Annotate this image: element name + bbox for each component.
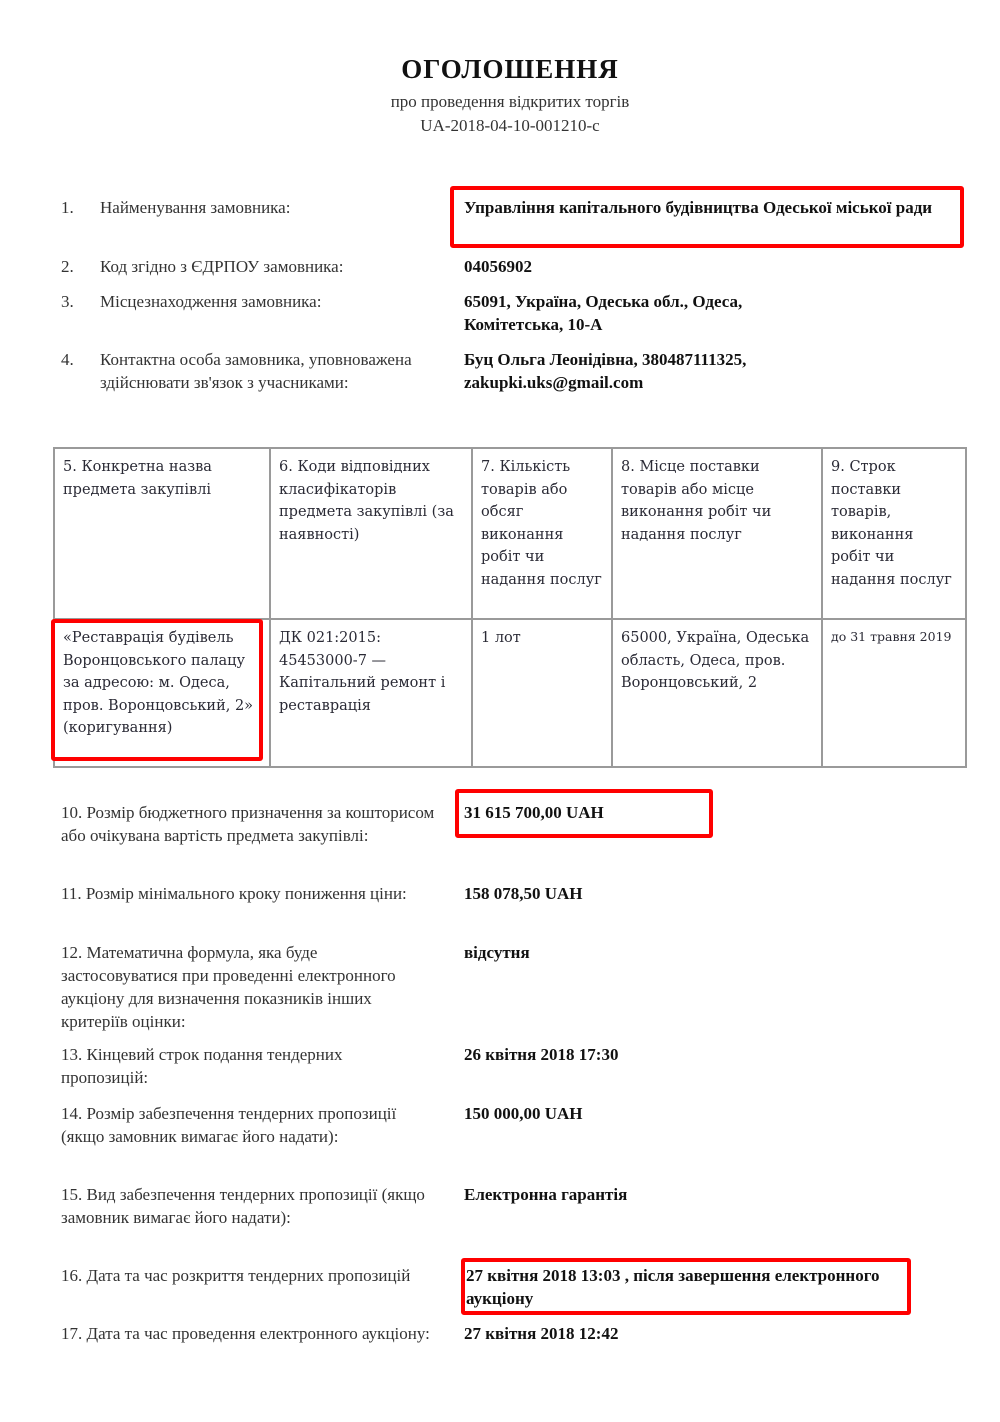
row-number: 4. bbox=[61, 350, 74, 369]
row-label: 16. Дата та час розкриття тендерних пропозицій bbox=[61, 1266, 411, 1285]
table-cell-delivery-term: до 31 травня 2019 bbox=[822, 619, 966, 767]
min-step-value: 158 078,50 UAH bbox=[464, 884, 583, 903]
edrpou-code: 04056902 bbox=[464, 257, 532, 276]
table-header-cell: 8. Місце поставки товарів або місце виконання робіт чи надання послуг bbox=[612, 448, 822, 619]
budget-value: 31 615 700,00 UAH bbox=[464, 803, 604, 822]
row-label: 10. Розмір бюджетного призначення за кошторисом або очікувана вартість предмета закупівлі: bbox=[61, 803, 435, 845]
contact-person: Буц Ольга Леонідівна, 380487111325, zakupki.uks@gmail.com bbox=[464, 350, 747, 392]
table-header-cell: 5. Конкретна назва предмета закупівлі bbox=[54, 448, 270, 619]
row-label: 14. Розмір забезпечення тендерних пропозиції (якщо замовник вимагає його надати): bbox=[61, 1104, 397, 1146]
customer-name: Управління капітального будівництва Одеської міської ради bbox=[464, 198, 933, 217]
tender-id: UA-2018-04-10-001210-c bbox=[420, 116, 600, 135]
table-cell-classifier: ДК 021:2015: 45453000-7 — Капітальний ремонт і реставрація bbox=[270, 619, 472, 767]
row-label: 17. Дата та час проведення електронного аукціону: bbox=[61, 1324, 430, 1343]
table-cell-delivery-place: 65000, Україна, Одеська область, Одеса, пров. Воронцовський, 2 bbox=[612, 619, 822, 767]
formula-value: відсутня bbox=[464, 943, 530, 962]
row-label: Найменування замовника: bbox=[100, 198, 291, 217]
row-number: 1. bbox=[61, 198, 74, 217]
security-amount-value: 150 000,00 UAH bbox=[464, 1104, 583, 1123]
row-label: Контактна особа замовника, уповноважена здійснювати зв'язок з учасниками: bbox=[100, 350, 412, 392]
row-number: 3. bbox=[61, 292, 74, 311]
security-type-value: Електронна гарантія bbox=[464, 1185, 628, 1204]
table-header-cell: 9. Строк поставки товарів, виконання робіт чи надання послуг bbox=[822, 448, 966, 619]
table-cell-subject: «Реставрація будівель Воронцовського палацу за адресою: м. Одеса, пров. Воронцовський, 2» (коригування) bbox=[54, 619, 270, 767]
row-label: 15. Вид забезпечення тендерних пропозиції (якщо замовник вимагає його надати): bbox=[61, 1185, 425, 1227]
deadline-value: 26 квітня 2018 17:30 bbox=[464, 1045, 619, 1064]
table-header-cell: 6. Коди відповідних класифікаторів предмета закупівлі (за наявності) bbox=[270, 448, 472, 619]
opening-date-value: 27 квітня 2018 13:03 , після завершення електронного аукціону bbox=[466, 1266, 880, 1308]
row-label: Місцезнаходження замовника: bbox=[100, 292, 322, 311]
table-cell-quantity: 1 лот bbox=[472, 619, 612, 767]
document-title: ОГОЛОШЕННЯ bbox=[401, 54, 619, 84]
row-label: 12. Математична формула, яка буде застосовуватися при проведенні електронного аукціону для визначення показників інших критеріїв оцінки: bbox=[61, 943, 396, 1031]
row-number: 2. bbox=[61, 257, 74, 276]
table-header-row bbox=[54, 448, 966, 619]
table-row bbox=[54, 619, 966, 767]
row-label: 13. Кінцевий строк подання тендерних пропозицій: bbox=[61, 1045, 343, 1087]
auction-date-value: 27 квітня 2018 12:42 bbox=[464, 1324, 619, 1343]
procurement-spec-table bbox=[53, 447, 967, 768]
row-label: 11. Розмір мінімального кроку пониження ціни: bbox=[61, 884, 407, 903]
customer-address: 65091, Україна, Одеська обл., Одеса, Комітетська, 10-А bbox=[464, 292, 743, 334]
row-label: Код згідно з ЄДРПОУ замовника: bbox=[100, 257, 344, 276]
table-header-cell: 7. Кількість товарів або обсяг виконання робіт чи надання послуг bbox=[472, 448, 612, 619]
document-subtitle: про проведення відкритих торгів bbox=[390, 92, 630, 111]
